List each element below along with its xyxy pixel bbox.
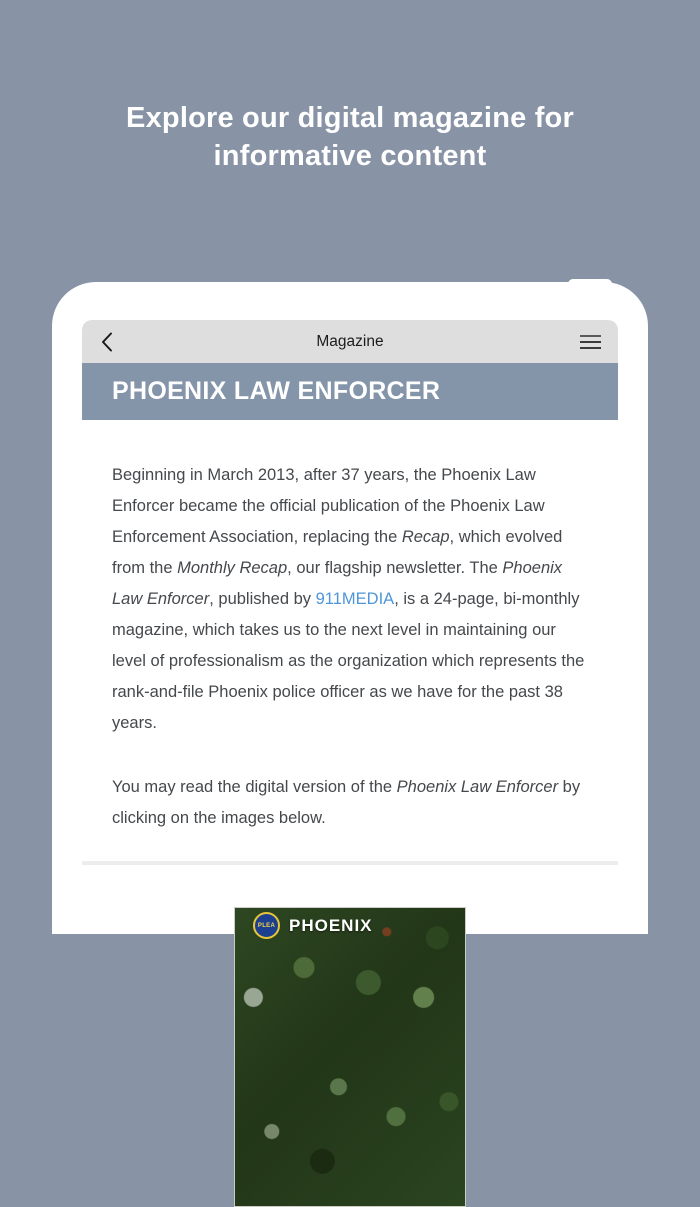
plea-badge-logo: PLEA [253,912,280,939]
navbar-title: Magazine [316,332,384,350]
hamburger-icon [580,341,601,343]
text-segment: by clicking on the images below. [112,778,581,827]
screen [82,320,618,1207]
page-header-title: PHOENIX LAW ENFORCER [112,377,441,405]
magazine-cover-title: PHOENIX [289,916,373,935]
cover-row [82,865,618,1207]
hamburger-icon [580,335,601,337]
back-chevron-icon [101,332,113,352]
text-segment: Phoenix Law Enforcer [112,559,563,608]
hero-heading: Explore our digital magazine for informative content [126,102,574,172]
device-card [52,282,648,934]
text-segment: You may read the digital version of the [112,778,397,796]
text-segment: Monthly Recap [177,559,288,577]
back-button[interactable] [92,320,122,363]
text-segment: Recap [401,528,450,546]
hamburger-icon [580,347,601,349]
magazine-cover-link[interactable] [234,907,466,1207]
text-segment: , is a 24-page, bi-monthly magazine, which takes us to the next level in maintaining our level of professionalism as the organization which represents the rank-and-file Phoenix police officer as we have for the past 38 years. [112,590,585,732]
text-segment: Phoenix Law Enforcer [396,778,559,796]
article [82,420,618,834]
page-header [82,363,618,420]
text-segment: , which evolved from the [112,528,563,577]
text-segment: , published by [209,590,316,608]
text-segment: Beginning in March 2013, after 37 years, the Phoenix Law Enforcer became the official publication of the Phoenix Law Enforcement Association, replacing the [112,466,545,546]
article-paragraph-1 [112,460,590,739]
inline-link[interactable]: 911MEDIA [315,590,395,608]
article-paragraph-2 [112,772,590,834]
text-segment: , our flagship newsletter. The [287,559,503,577]
navbar [82,320,618,363]
menu-button[interactable] [576,320,604,363]
